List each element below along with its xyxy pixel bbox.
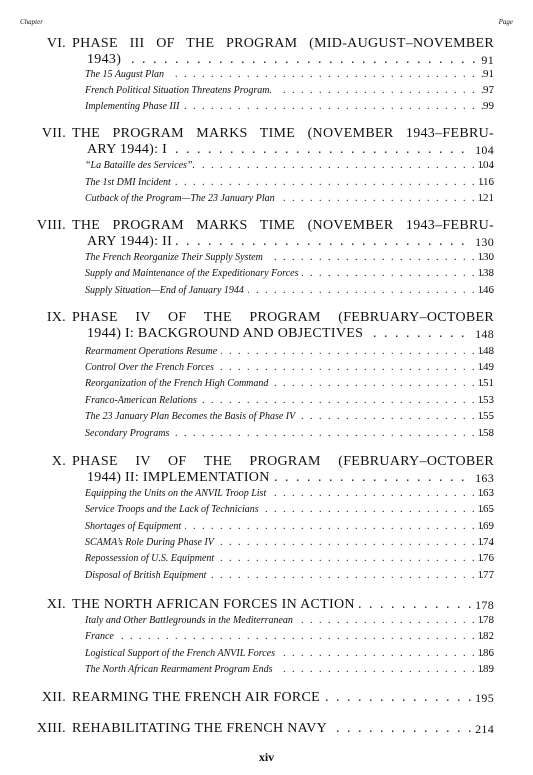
entry-title: French Political Situation Threatens Program. (85, 85, 276, 96)
entry-title: Disposal of British Equipment (85, 570, 210, 581)
chapter-title-line1: THE PROGRAM MARKS TIME (NOVEMBER 1943–FEBRU- (72, 126, 494, 141)
chapter-column-header: Chapter (20, 18, 43, 26)
entry-page: 155 (477, 410, 494, 422)
toc-entry (85, 376, 494, 391)
chapter-number: VIII. (36, 218, 66, 233)
toc-entry (85, 158, 494, 173)
chapter-page: 178 (471, 597, 494, 613)
toc-entry (85, 283, 494, 298)
entry-page: 182 (477, 630, 494, 642)
entry-title: Rearmament Operations Resume (85, 346, 221, 357)
toc-entry (85, 646, 494, 661)
entry-page: 186 (477, 647, 494, 659)
entry-title: Cutback of the Program—The 23 January Plan (85, 193, 279, 204)
chapter-title-line1: PHASE IV OF THE PROGRAM (FEBRUARY–OCTOBER (72, 454, 494, 469)
chapter-number: XIII. (36, 721, 66, 736)
entry-page: 177 (477, 569, 494, 581)
entry-title: Franco-American Relations (85, 395, 201, 406)
chapter-title-line2: ARY 1944): I (87, 142, 171, 157)
entry-page: 138 (477, 267, 494, 279)
entry-title: Equipping the Units on the ANVIL Troop List (85, 488, 270, 499)
entry-title: Secondary Programs (85, 428, 173, 439)
entry-page: 99 (483, 100, 494, 112)
entry-title: The 1st DMI Incident (85, 177, 175, 188)
entry-page: 121 (477, 192, 494, 204)
entry-title: Supply and Maintenance of the Expeditionary Forces (85, 268, 302, 279)
entry-title: Service Troops and the Lack of Technicians (85, 504, 263, 515)
chapter-title-line2: 1943) (87, 52, 125, 67)
toc-entry (85, 67, 494, 82)
entry-page: 165 (477, 503, 494, 515)
entry-page: 189 (477, 663, 494, 675)
chapter-page: 214 (471, 721, 494, 737)
toc-entry (85, 344, 494, 359)
chapter-number: IX. (46, 310, 66, 325)
entry-page: 151 (477, 377, 494, 389)
chapter-page: 130 (471, 234, 494, 250)
entry-title: Italy and Other Battlegrounds in the Mediterranean (85, 615, 297, 626)
chapter-title: REHABILITATING THE FRENCH NAVY (72, 721, 331, 736)
entry-page: 104 (477, 159, 494, 171)
entry-title: Shortages of Equipment (85, 521, 185, 532)
chapter-page: 104 (471, 142, 494, 158)
toc-entry (85, 486, 494, 501)
chapter-title-line1: THE PROGRAM MARKS TIME (NOVEMBER 1943–FEBRU- (72, 218, 494, 233)
entry-title: France (85, 631, 118, 642)
page-column-header: Page (498, 18, 513, 26)
chapter-number: VI. (46, 36, 66, 51)
toc-entry (85, 83, 494, 98)
chapter-title: REARMING THE FRENCH AIR FORCE (72, 690, 324, 705)
toc-entry (85, 551, 494, 566)
entry-title: The North African Rearmament Program Ends (85, 664, 277, 675)
chapter-page: 195 (471, 690, 494, 706)
entry-title: Reorganization of the French High Command (85, 378, 272, 389)
chapter-number: VII. (41, 126, 66, 141)
entry-page: 158 (477, 427, 494, 439)
toc-entry (85, 191, 494, 206)
chapter-number: XI. (46, 597, 66, 612)
chapter-page: 148 (471, 326, 494, 342)
toc-entry (85, 519, 494, 534)
toc-entry (85, 393, 494, 408)
entry-page: 148 (477, 345, 494, 357)
chapter-title-line2: ARY 1944): II (87, 234, 176, 249)
chapter-title-line2: 1944) II: IMPLEMENTATION (87, 470, 274, 485)
entry-title: Supply Situation—End of January 1944 (85, 285, 248, 296)
chapter-page: 163 (471, 470, 494, 486)
entry-page: 116 (477, 176, 494, 188)
chapter-number: XII. (41, 690, 66, 705)
toc-entry (85, 613, 494, 628)
entry-page: 176 (477, 552, 494, 564)
entry-title: Repossession of U.S. Equipment (85, 553, 218, 564)
entry-page: 130 (477, 251, 494, 263)
toc-entry (85, 360, 494, 375)
entry-page: 146 (477, 284, 494, 296)
chapter-title-line1: PHASE III OF THE PROGRAM (MID-AUGUST–NOVEMBER (72, 36, 494, 51)
toc-entry (85, 502, 494, 517)
toc-entry (85, 662, 494, 677)
entry-title: The 15 August Plan (85, 69, 168, 80)
toc-entry (85, 535, 494, 550)
toc-entry (85, 409, 494, 424)
chapter-number: X. (51, 454, 66, 469)
entry-title: Implementing Phase III (85, 101, 183, 112)
entry-page: 163 (477, 487, 494, 499)
entry-page: 174 (477, 536, 494, 548)
entry-title: Control Over the French Forces (85, 362, 218, 373)
chapter-title-line2: 1944) I: BACKGROUND AND OBJECTIVES (87, 326, 367, 341)
toc-entry (85, 175, 494, 190)
toc-entry (85, 266, 494, 281)
entry-title: SCAMA’s Role During Phase IV (85, 537, 218, 548)
entry-title: “La Bataille des Services”. (85, 160, 199, 171)
entry-page: 97 (483, 84, 494, 96)
entry-title: Logistical Support of the French ANVIL Forces (85, 648, 279, 659)
entry-title: The 23 January Plan Becomes the Basis of Phase IV (85, 411, 299, 422)
toc-entry (85, 99, 494, 114)
toc-entry (85, 250, 494, 265)
toc-entry (85, 629, 494, 644)
page-number-footer: xiv (258, 750, 275, 764)
chapter-title-line1: PHASE IV OF THE PROGRAM (FEBRUARY–OCTOBER (72, 310, 494, 325)
chapter-title: THE NORTH AFRICAN FORCES IN ACTION (72, 597, 359, 612)
chapter-page: 91 (477, 52, 494, 68)
toc-entry (85, 568, 494, 583)
entry-page: 178 (477, 614, 494, 626)
entry-page: 169 (477, 520, 494, 532)
entry-page: 153 (477, 394, 494, 406)
entry-title: The French Reorganize Their Supply System (85, 252, 267, 263)
toc-entry (85, 426, 494, 441)
entry-page: 149 (477, 361, 494, 373)
entry-page: 91 (483, 68, 494, 80)
